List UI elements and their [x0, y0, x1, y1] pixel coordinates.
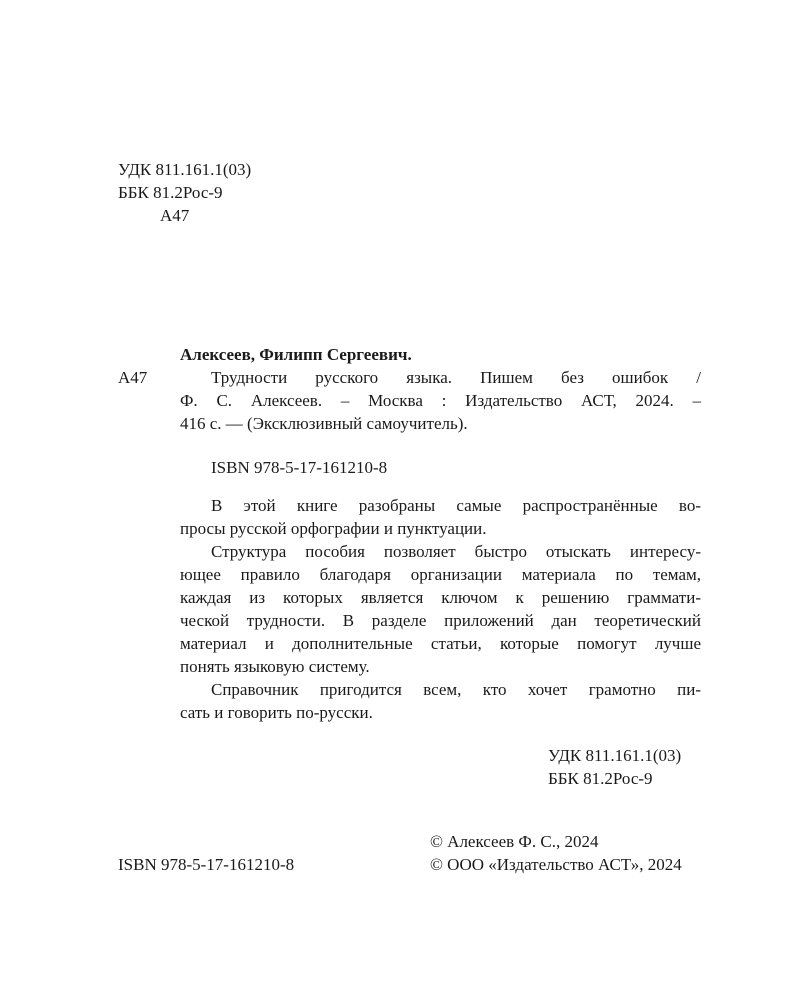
isbn-footer: ISBN 978-5-17-161210-8: [118, 855, 295, 874]
annotation-line: В этой книге разобраны самые распространённые во-: [211, 496, 701, 515]
udk-code-bottom: УДК 811.161.1(03): [548, 746, 682, 765]
bibliography-line: Ф. С. Алексеев. – Москва : Издательство АСТ, 2024. –: [180, 391, 701, 410]
bibliography-line: 416 с. — (Эксклюзивный самоучитель).: [180, 414, 468, 433]
udk-code-top: УДК 811.161.1(03): [118, 160, 252, 179]
annotation-line: материал и дополнительные статьи, которые помогут лучше: [180, 634, 701, 653]
copyright-author: © Алексеев Ф. С., 2024: [430, 832, 599, 851]
author-mark-top: А47: [160, 206, 190, 225]
bibliography-line: Трудности русского языка. Пишем без ошибок /: [211, 368, 701, 387]
author-mark: А47: [118, 368, 148, 387]
annotation-line: каждая из которых является ключом к решению граммати-: [180, 588, 701, 607]
annotation-line: сать и говорить по-русски.: [180, 703, 373, 722]
copyright-publisher: © ООО «Издательство АСТ», 2024: [430, 855, 682, 874]
annotation-line: ющее правило благодаря организации материала по темам,: [180, 565, 701, 584]
isbn-record: ISBN 978-5-17-161210-8: [211, 458, 388, 477]
bbk-code-bottom: ББК 81.2Рос-9: [548, 769, 653, 788]
annotation-line: Справочник пригодится всем, кто хочет грамотно пи-: [211, 680, 701, 699]
annotation-line: понять языковую систему.: [180, 657, 370, 676]
author-heading: Алексеев, Филипп Сергеевич.: [180, 345, 412, 364]
annotation-line: Структура пособия позволяет быстро отыскать интересу-: [211, 542, 701, 561]
bbk-code-top: ББК 81.2Рос-9: [118, 183, 223, 202]
annotation-line: просы русской орфографии и пунктуации.: [180, 519, 487, 538]
annotation-line: ческой трудности. В разделе приложений дан теоретический: [180, 611, 701, 630]
